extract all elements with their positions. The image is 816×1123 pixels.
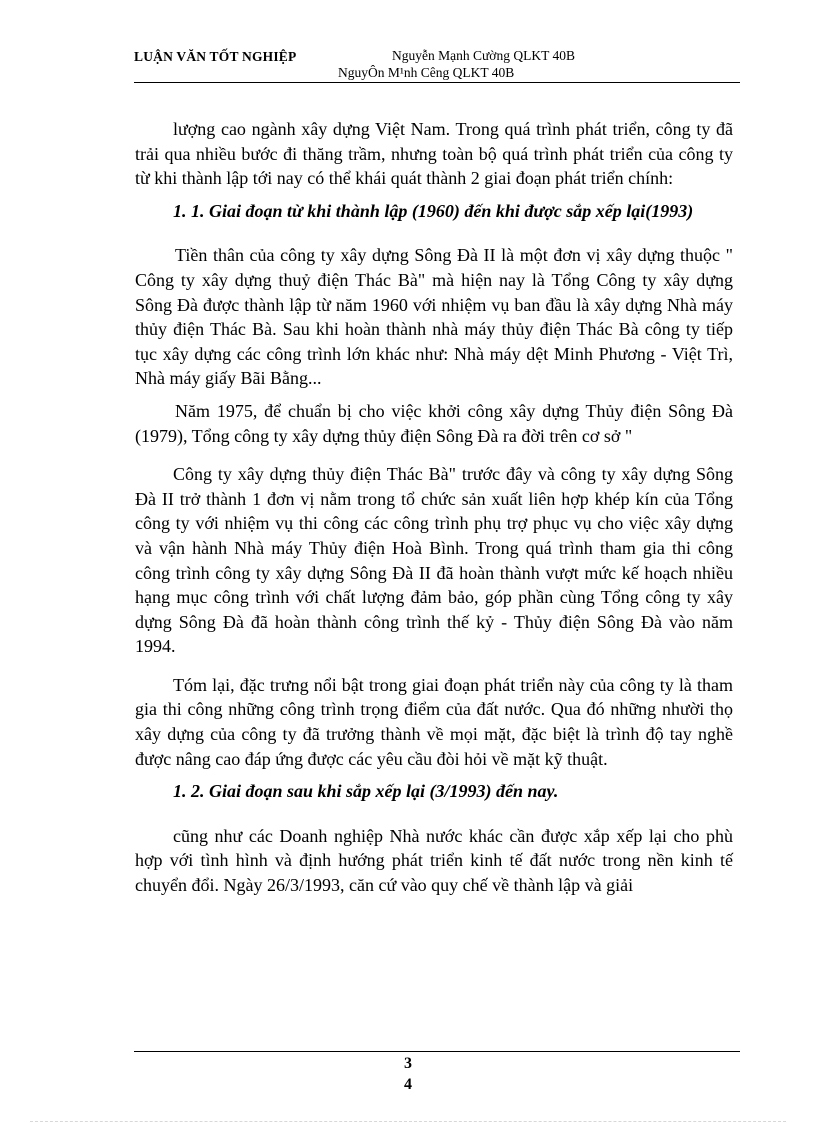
paragraph-summary: Tóm lại, đặc trưng nổi bật trong giai đoạn phát triển này của công ty là tham gia thi công những công trình trọng điểm của đất nước. Qua đó những nhười thọ xây dựng của công ty đã trưởng thành về mọi mặt, đặc biệt là trình độ tay nghề được nâng cao đáp ứng được các yêu cầu đòi hỏi về mặt kỹ thuật.: [135, 674, 733, 769]
paragraph-restructure: cũng như các Doanh nghiệp Nhà nước khác cần được xắp xếp lại cho phù hợp với tình hình và định hướng phát triển kinh tế đất nước trong nền kinh tế chuyển đổi. Ngày 26/3/1993, căn cứ vào quy chế về thành lập và giải: [135, 825, 733, 896]
section-heading-1-1: 1. 1. Giai đoạn từ khi thành lập (1960) đến khi được sắp xếp lại(1993): [173, 200, 694, 221]
header-divider: [134, 82, 740, 83]
header-author-line-1: Nguyễn Mạnh Cường QLKT 40B: [392, 48, 575, 63]
paragraph-1975: Năm 1975, để chuẩn bị cho việc khởi công xây dựng Thủy điện Sông Đà (1979), Tổng công ty xây dựng thủy điện Sông Đà ra đời trên cơ sở ": [135, 400, 733, 446]
paragraph-thac-ba: Công ty xây dựng thủy điện Thác Bà" trước đây và công ty xây dựng Sông Đà II trở thành 1 đơn vị nằm trong tổ chức sản xuất liên hợp khép kín của Tổng công ty với nhiệm vụ thi công các công trình phụ trợ phục vụ cho việc xây dựng và vận hành Nhà máy Thủy điện Hoà Bình. Trong quá trình tham gia thi công công trình công ty xây dựng Sông Đà II đã hoàn thành vượt mức kế hoạch nhiều hạng mục công trình với chất lượng đảm bảo, góp phần cùng Tổng công ty xây dựng Sông Đà đã hoàn thành công trình thế kỷ - Thủy điện Sông Đà vào năm 1994.: [135, 464, 733, 657]
header-author-line-2: NguyÔn M¹nh Cêng QLKT 40B: [338, 65, 515, 80]
section-heading-1-2: 1. 2. Giai đoạn sau khi sắp xếp lại (3/1993) đến nay.: [173, 781, 559, 802]
header-thesis-title: LUẬN VĂN TỐT NGHIỆP: [134, 49, 297, 64]
paragraph-origin: Tiền thân của công ty xây dựng Sông Đà II là một đơn vị xây dựng thuộc " Công ty xây dựng thuỷ điện Thác Bà" mà hiện nay là Tổng Công ty xây dựng Sông Đà được thành lập từ năm 1960 với nhiệm vụ ban đầu là xây dựng Nhà máy thủy điện Thác Bà. Sau khi hoàn thành nhà máy thủy điện Thác Bà công ty tiếp tục xây dựng các công trình lớn khác như: Nhà máy dệt Minh Phương - Việt Trì, Nhà máy giấy Bãi Bằng...: [135, 245, 733, 389]
footer-divider: [134, 1051, 740, 1052]
paragraph-intro: lượng cao ngành xây dựng Việt Nam. Trong quá trình phát triển, công ty đã trải qua nhiều bước đi thăng trầm, nhưng toàn bộ quá trình phát triển của công ty từ khi thành lập tới nay có thể khái quát thành 2 giai đoạn phát triển chính:: [135, 119, 733, 189]
page-number-line-2: 4: [404, 1076, 412, 1093]
page-edge-divider: [30, 1121, 786, 1122]
document-body: [135, 117, 733, 898]
page-number-line-1: 3: [404, 1055, 412, 1072]
